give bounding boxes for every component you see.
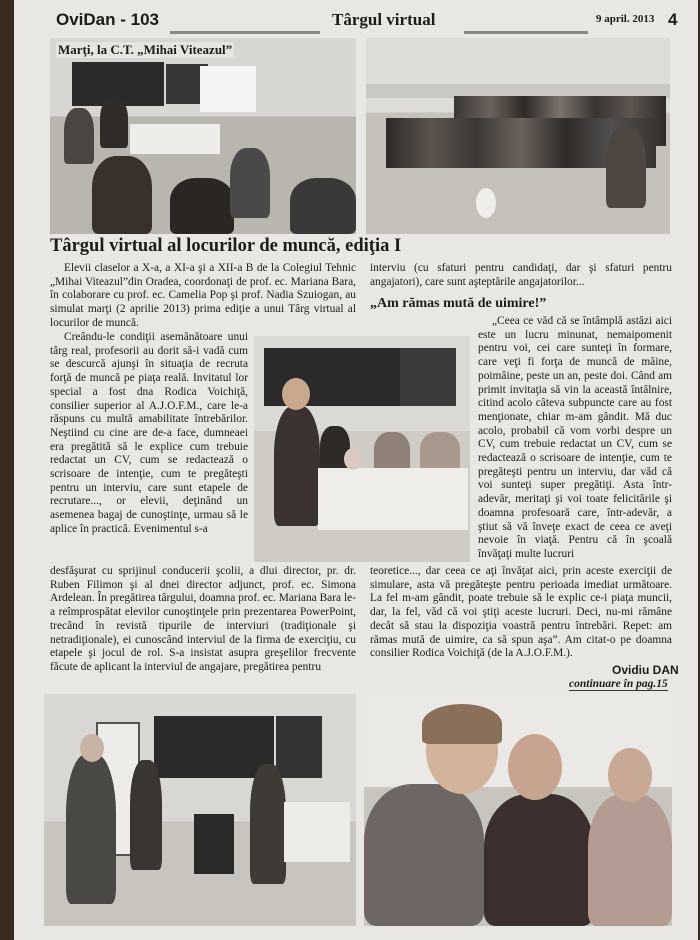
header-rule	[170, 31, 320, 34]
paragraph: Creându-le condiţii asemănătoare unui târg real, profesorii au dorit să-i vadă cum se descurcă ajunşi în situaţia de recruta forţă de muncă pe piaţa reală. Invitatul lor special a fost dna Rodica Voichiţă, consilier superior al A.J.O.F.M., care le-a răspuns cu multă amabilitate întrebărilor. Neştiind cu cine are de-a face, dumneaei era pregătită să le explice cum trebuie redactat un CV, cum se redactează o scrisoare de intenţie, cum te pregăteşti pentru un interviu, care sunt etapele de recrutare..., or elevii, deţinând un asemenea bagaj de cunoştinţe, urmau să le aplice în practică. Evenimentul s-a	[50, 331, 248, 535]
quote-heading: „Am rămas mută de uimire!”	[370, 296, 547, 311]
article-col2-top	[370, 262, 672, 289]
photo-caption: Marţi, la C.T. „Mihai Viteazul”	[58, 42, 233, 57]
photo-classroom-presentation	[50, 38, 356, 234]
header-rule	[464, 31, 588, 34]
page-header	[14, 10, 698, 34]
article-col2-mid	[478, 315, 672, 562]
paragraph: Elevii claselor a X-a, a XI-a şi a XII-a B de la Colegiul Tehnic „Mihai Viteazul”din Oradea, coordonaţi de prof. ec. Mariana Bara, în colaborare cu prof. ec. Camelia Pop şi prof. Nadia Szuiogan, au simulat marţi (2 aprilie 2013) prima ediţie a unui Târg virtual al locurilor de muncă.	[50, 262, 356, 329]
photo-audience	[366, 38, 670, 234]
article-col2-bottom	[370, 565, 672, 661]
article-col1-bottom	[50, 565, 356, 675]
article-title: Târgul virtual al locurilor de muncă, ediţia I	[50, 236, 402, 256]
paragraph: „Ceea ce văd că se întâmplă astăzi aici este un lucru minunat, nemaipomenit pentru voi, cei care sunteţi în formare, care veţi fi forţa de muncă de mâine, poimâine, peste un an, peste doi. Când am primit invitaţia să vin la această întâlnire, citind acolo câteva subpuncte care au fost menţionate, chiar m-am gândit. Mă duc acolo, probabil că vom vorbi despre un CV, cum trebuie redactat un CV, cum se redactează o scrisoare de intenţie, cum te pregăteşti pentru un interviu, dar văd că voi sunteţi super pregătiţi. Asta într-adevăr, meritaţi şi voi toate felicitările şi doamna profesoară care, într-adevăr, a ştiut să vă înveţe exact de ceea ce aveţi nevoie în viaţă. Pentru că în şcoală învăţaţi multe lucruri	[478, 315, 672, 560]
publication-name: OviDan - 103	[56, 10, 159, 29]
paragraph: teoretice..., dar ceea ce aţi învăţat aici, prin aceste exerciţii de simulare, asta vă pregăteşte pentru perioada imediat următoare. La fel m-am gândit, poate trebuie să le explic ce-i piaţa muncii, dar, la fel, văd că voi ştiţi aceste lucruri. Deci, nu-mi rămâne decât să stau la dispoziţia voastră pentru întrebări. Repet: am rămas mută de uimire, ca să spun aşa”. Am citat-o pe doamna consilier Rodica Voichiţă (de la A.J.O.F.M.).	[370, 565, 672, 660]
section-title: Târgul virtual	[332, 10, 436, 29]
article-col1-mid	[50, 331, 248, 537]
paragraph: desfăşurat cu sprijinul conducerii şcolii, a dlui director, pr. dr. Ruben Filimon şi al dnei director adjunct, prof. ec. Simona Ardelean. În pregătirea târgului, doamna prof. ec. Mariana Bara le-a reîmprospătat elevilor cunoştinţele prin prezentarea PowerPoint, trecând în revistă tipurile de interviuri (tradiţionale şi netradiţionale), ei cunoscând interviul de la firma de exerciţiu, cu etapele şi jocul de rol. S-a insistat asupra greşelilor frecvente făcute de aplicant la interviul de angajare, pregătirea pentru	[50, 565, 356, 673]
newspaper-page	[14, 0, 698, 940]
article-col1-top	[50, 262, 356, 331]
photo-speaker-at-table	[254, 336, 470, 562]
paragraph: interviu (cu sfaturi pentru candidaţi, dar şi sfaturi pentru angajatori), care sunt aşteptările angajatorilor...	[370, 262, 672, 288]
page-number: 4	[668, 10, 678, 29]
continuation-note: continuare în pag.15	[569, 678, 668, 690]
issue-date: 9 april. 2013	[596, 13, 655, 25]
photo-students-standing	[44, 694, 356, 926]
author-signature: Ovidiu DAN	[612, 663, 679, 677]
photo-three-women	[364, 694, 672, 926]
